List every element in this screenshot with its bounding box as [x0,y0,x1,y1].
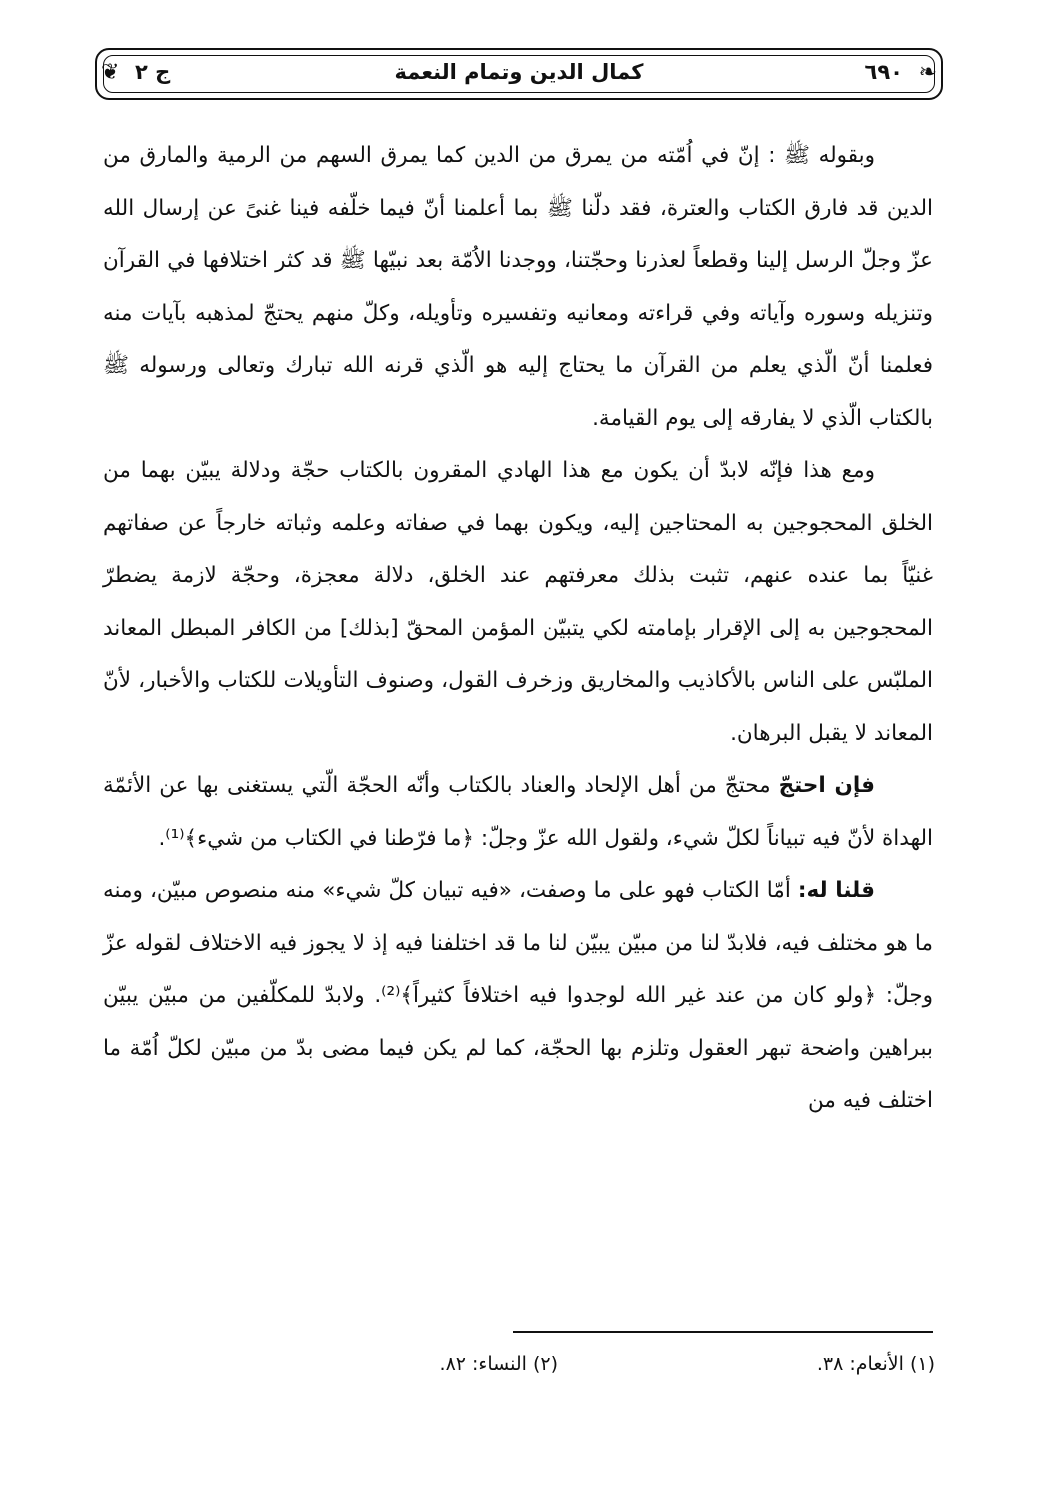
page-number: ٦٩٠ [864,60,903,84]
paragraph-4 [103,865,933,1128]
ornament-left-icon: ❦ [101,60,120,85]
ornament-right-icon: ❧ [918,60,937,85]
footnote-divider [513,1331,933,1333]
paragraph-3 [103,760,933,865]
running-header [95,48,943,100]
paragraph-4-lead: قلنا له: [797,878,875,903]
paragraph-3-text: محتجّ من أهل الإلحاد والعناد بالكتاب وأنّه الحجّة الّتي يستغنى بها عن الأئمّة الهداة لأنّ فيه تبياناً لكلّ شيء، ولقول الله عزّ وجلّ: ﴿ما فرّطنا في الكتاب من شيء﴾⁽¹⁾. [103,773,933,851]
book-title: كمال الدين وتمام النعمة [394,60,644,84]
paragraph-4-text: أمّا الكتاب فهو على ما وصفت، «فيه تبيان كلّ شيء» منه منصوص مبيّن، ومنه ما هو مختلف فيه، فلابدّ لنا من مبيّن يبيّن لنا ما قد اختلفنا فيه إذ لا يجوز فيه الاختلاف لقوله عزّ وجلّ: ﴿ولو كان من عند غير الله لوجدوا فيه اختلافاً كثيراً﴾⁽²⁾. ولابدّ للمكلّفين من مبيّن يبيّن ببراهين واضحة تبهر العقول وتلزم بها الحجّة، كما لم يكن فيما مضى بدّ من مبيّن لكلّ اُمّة ما اختلف فيه من [103,878,934,1113]
footnote-2: (٢) النساء: ٨٢. [439,1353,558,1375]
paragraph-1: وبقوله ﷺ : إنّ في اُمّته من يمرق من الدين كما يمرق السهم من الرمية والمارق من الدين قد فارق الكتاب والعترة، فقد دلّنا ﷺ بما أعلمنا أنّ فيما خلّفه فينا غنىً عن إرسال الله عزّ وجلّ الرسل إلينا وقطعاً لعذرنا وحجّتنا، ووجدنا الاُمّة بعد نبيّها ﷺ قد كثر اختلافها في القرآن وتنزيله وسوره وآياته وفي قراءته ومعانيه وتفسيره وتأويله، وكلّ منهم يحتجّ لمذهبه بآيات منه فعلمنا أنّ الّذي يعلم من القرآن ما يحتاج إليه هو الّذي قرنه الله تبارك وتعالى ورسوله ﷺ بالكتاب الّذي لا يفارقه إلى يوم القيامة. [103,143,933,431]
footnote-1: (١) الأنعام: ٣٨. [816,1353,935,1375]
main-text [103,130,933,1128]
volume-label: ج ٢ [135,60,171,84]
paragraph-2: ومع هذا فإنّه لابدّ أن يكون مع هذا الهادي المقرون بالكتاب حجّة ودلالة يبيّن بهما من الخلق المحجوجين به المحتاجين إليه، ويكون بهما في صفاته وعلمه وثباته خارجاً عن صفاتهم غنيّاً بما عنده عنهم، تثبت بذلك معرفتهم عند الخلق، دلالة معجزة، وحجّة لازمة يضطرّ المحجوجين به إلى الإقرار بإمامته لكي يتبيّن المؤمن المحقّ [بذلك] من الكافر المبطل المعاند الملبّس على الناس بالأكاذيب والمخاريق وزخرف القول، وصنوف التأويلات للكتاب والأخبار، لأنّ المعاند لا يقبل البرهان. [103,458,933,746]
paragraph-3-lead: فإن احتجّ [778,773,875,798]
